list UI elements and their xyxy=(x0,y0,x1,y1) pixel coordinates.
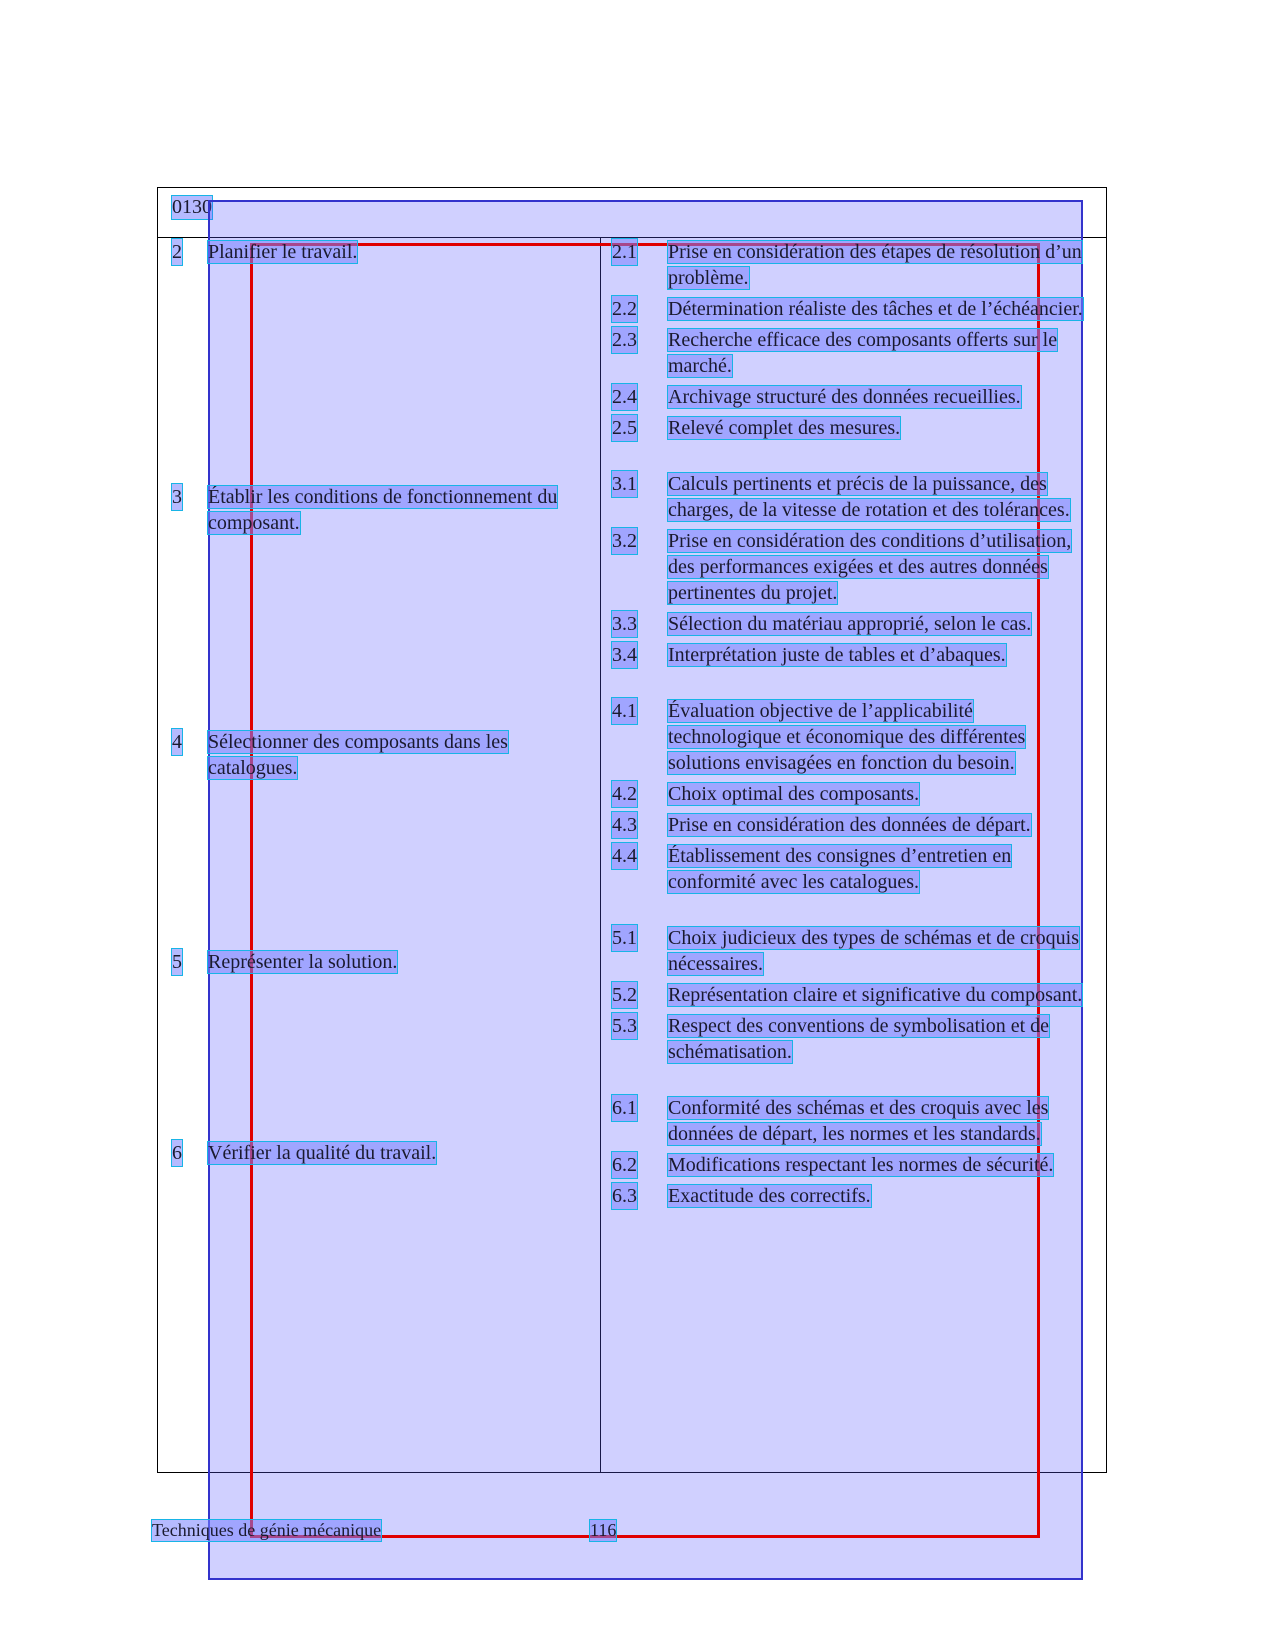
criterion-number: 3.2 xyxy=(612,530,637,552)
criterion-text: Évaluation objective de l’applicabilité technologique et économique des différentes solutions envisagées en fonction du besoin. xyxy=(668,700,1026,774)
criterion-number: 4.2 xyxy=(612,783,637,805)
criteria-group xyxy=(612,471,1084,668)
criterion-number: 6.1 xyxy=(612,1097,637,1119)
criterion-text: Prise en considération des conditions d’utilisation, des performances exigées et des autres données pertinentes du projet. xyxy=(668,530,1072,604)
criterion-text: Calculs pertinents et précis de la puissance, des charges, de la vitesse de rotation et des tolérances. xyxy=(668,473,1070,521)
criterion-number: 5.3 xyxy=(612,1015,637,1037)
criterion-text: Détermination réaliste des tâches et de l’échéancier. xyxy=(668,298,1083,320)
competency-text: Représenter la solution. xyxy=(208,951,398,973)
competency-number: 3 xyxy=(172,486,182,508)
criterion-text: Interprétation juste de tables et d’abaques. xyxy=(668,644,1006,666)
footer-title: Techniques de génie mécanique xyxy=(152,1520,382,1540)
criterion-text: Choix judicieux des types de schémas et de croquis nécessaires. xyxy=(668,927,1080,975)
criterion-number: 4.4 xyxy=(612,845,637,867)
criteria-group xyxy=(612,925,1084,1065)
criterion xyxy=(612,471,1084,523)
criterion xyxy=(612,611,1084,637)
criterion-text: Relevé complet des mesures. xyxy=(668,417,901,439)
criterion-text: Modifications respectant les normes de sécurité. xyxy=(668,1154,1054,1176)
criterion-text: Recherche efficace des composants offerts sur le marché. xyxy=(668,329,1058,377)
competency-text: Planifier le travail. xyxy=(208,241,358,263)
criterion-number: 3.1 xyxy=(612,473,637,495)
criterion-text: Sélection du matériau approprié, selon le cas. xyxy=(668,613,1032,635)
competency-number: 6 xyxy=(172,1142,182,1164)
competency-number: 5 xyxy=(172,951,182,973)
criterion-number: 2.4 xyxy=(612,386,637,408)
criterion-text: Respect des conventions de symbolisation et de schématisation. xyxy=(668,1015,1050,1063)
criterion xyxy=(612,1183,1084,1209)
criterion-number: 6.2 xyxy=(612,1154,637,1176)
criterion-text: Représentation claire et significative du composant. xyxy=(668,984,1083,1006)
criterion xyxy=(612,982,1084,1008)
competency-number: 4 xyxy=(172,731,182,753)
criterion xyxy=(612,843,1084,895)
criteria-group xyxy=(612,239,1084,441)
criterion xyxy=(612,415,1084,441)
criterion xyxy=(612,812,1084,838)
criterion xyxy=(612,698,1084,776)
criterion xyxy=(612,642,1084,668)
criterion-number: 6.3 xyxy=(612,1185,637,1207)
criterion xyxy=(612,327,1084,379)
criterion xyxy=(612,1095,1084,1147)
criterion xyxy=(612,1013,1084,1065)
criterion xyxy=(612,925,1084,977)
competency-text: Vérifier la qualité du travail. xyxy=(208,1142,437,1164)
criterion-number: 2.1 xyxy=(612,241,637,263)
criterion-number: 2.3 xyxy=(612,329,637,351)
criterion-number: 4.3 xyxy=(612,814,637,836)
criterion-number: 4.1 xyxy=(612,700,637,722)
criterion-text: Prise en considération des étapes de résolution d’un problème. xyxy=(668,241,1082,289)
criterion-number: 3.3 xyxy=(612,613,637,635)
criterion-number: 3.4 xyxy=(612,644,637,666)
criterion-text: Choix optimal des composants. xyxy=(668,783,920,805)
criteria-group xyxy=(612,1095,1084,1209)
criterion xyxy=(612,528,1084,606)
criterion-text: Exactitude des correctifs. xyxy=(668,1185,871,1207)
page-number: 116 xyxy=(590,1520,617,1540)
criterion-number: 2.5 xyxy=(612,417,637,439)
criterion-number: 5.1 xyxy=(612,927,637,949)
competency-number: 2 xyxy=(172,241,182,263)
criterion xyxy=(612,239,1084,291)
criterion xyxy=(612,296,1084,322)
criterion-text: Établissement des consignes d’entretien en conformité avec les catalogues. xyxy=(668,845,1012,893)
criterion-number: 2.2 xyxy=(612,298,637,320)
criteria-group xyxy=(612,698,1084,895)
criterion-text: Conformité des schémas et des croquis avec les données de départ, les normes et les standards. xyxy=(668,1097,1049,1145)
criterion xyxy=(612,1152,1084,1178)
criterion-text: Prise en considération des données de départ. xyxy=(668,814,1031,836)
competency-text: Établir les conditions de fonctionnement du composant. xyxy=(208,486,558,534)
criteria-column xyxy=(612,239,1084,1214)
criterion xyxy=(612,781,1084,807)
criterion xyxy=(612,384,1084,410)
competency-text: Sélectionner des composants dans les catalogues. xyxy=(208,731,508,779)
criterion-text: Archivage structuré des données recueillies. xyxy=(668,386,1021,408)
criterion-number: 5.2 xyxy=(612,984,637,1006)
course-code: 0130 xyxy=(172,196,212,218)
